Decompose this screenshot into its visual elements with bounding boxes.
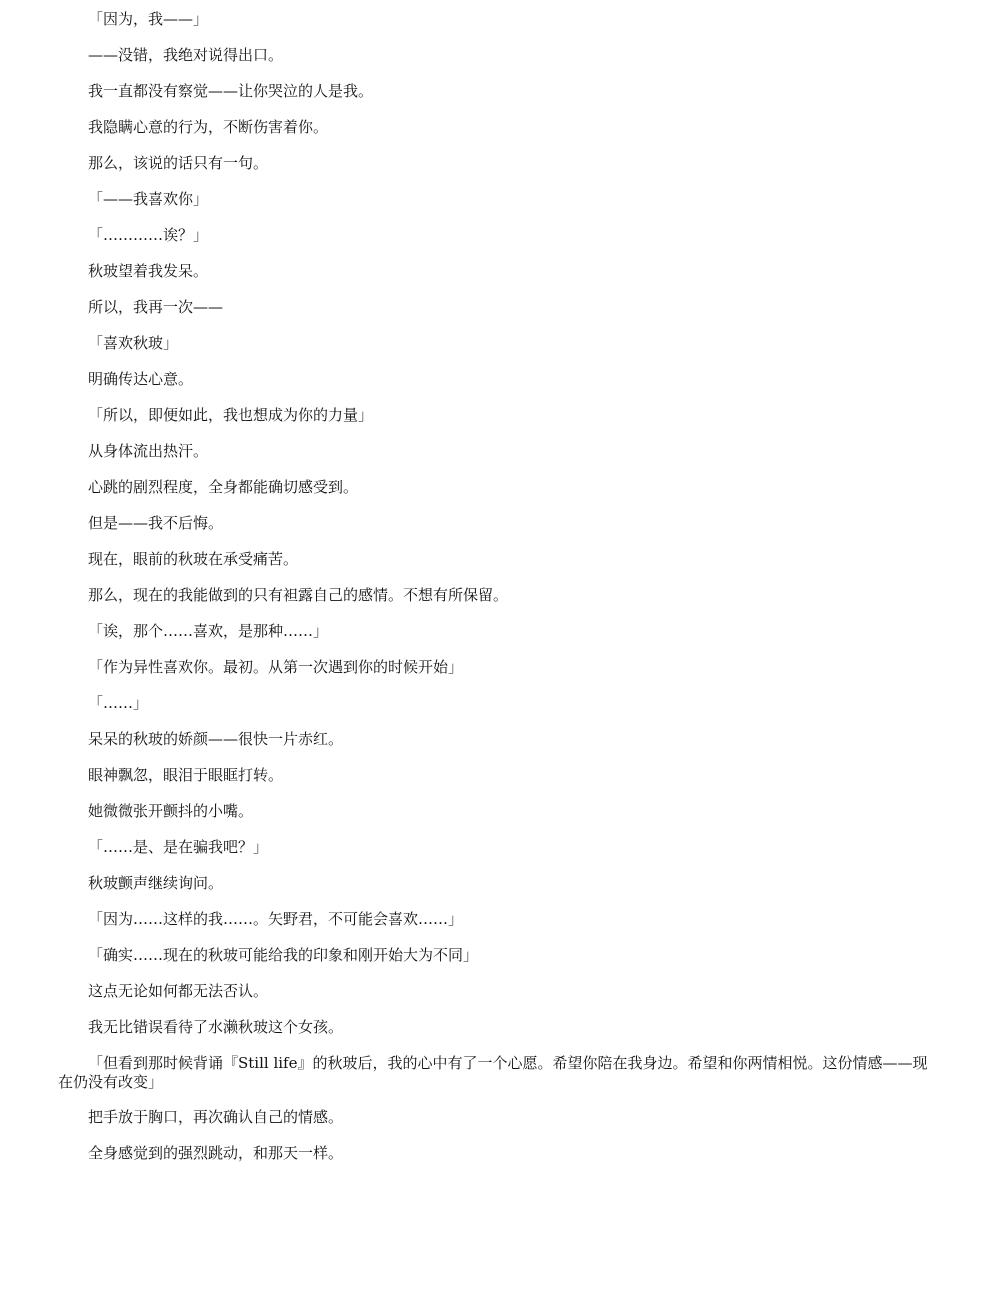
paragraph-2: ——没错，我绝对说得出口。 <box>88 46 284 64</box>
document-page <box>58 10 942 1180</box>
paragraph-21: 呆呆的秋玻的娇颜——很快一片赤红。 <box>88 730 344 748</box>
paragraph-27: 「确实……现在的秋玻可能给我的印象和刚开始大为不同」 <box>88 946 479 964</box>
paragraph-19: 「作为异性喜欢你。最初。从第一次遇到你的时候开始」 <box>88 658 464 676</box>
paragraph-12: 「所以，即便如此，我也想成为你的力量」 <box>88 406 374 424</box>
paragraph-15: 但是——我不后悔。 <box>88 514 224 532</box>
paragraph-28: 这点无论如何都无法否认。 <box>88 982 269 1000</box>
paragraph-17: 那么，现在的我能做到的只有袒露自己的感情。不想有所保留。 <box>88 586 509 604</box>
paragraph-20: 「……」 <box>88 694 149 712</box>
paragraph-30: 「但看到那时候背诵『Still life』的秋玻后，我的心中有了一个心愿。希望你陪在我身边。希望和你两情相悦。这份情感——现在仍没有改变」 <box>58 1054 928 1091</box>
paragraph-31: 把手放于胸口，再次确认自己的情感。 <box>88 1108 344 1126</box>
paragraph-18: 「诶，那个……喜欢，是那种……」 <box>88 622 329 640</box>
paragraph-4: 我隐瞒心意的行为，不断伤害着你。 <box>88 118 329 136</box>
paragraph-23: 她微微张开颤抖的小嘴。 <box>88 802 254 820</box>
paragraph-5: 那么，该说的话只有一句。 <box>88 154 269 172</box>
paragraph-6: 「——我喜欢你」 <box>88 190 209 208</box>
paragraph-32: 全身感觉到的强烈跳动，和那天一样。 <box>88 1144 344 1162</box>
paragraph-16: 现在，眼前的秋玻在承受痛苦。 <box>88 550 299 568</box>
paragraph-22: 眼神飘忽，眼泪于眼眶打转。 <box>88 766 284 784</box>
paragraph-26: 「因为……这样的我……。矢野君，不可能会喜欢……」 <box>88 910 464 928</box>
paragraph-11: 明确传达心意。 <box>88 370 194 388</box>
paragraph-25: 秋玻颤声继续询问。 <box>88 874 224 892</box>
paragraph-9: 所以，我再一次—— <box>88 298 224 316</box>
paragraph-24: 「……是、是在骗我吧？」 <box>88 838 269 856</box>
paragraph-29: 我无比错误看待了水濑秋玻这个女孩。 <box>88 1018 344 1036</box>
paragraph-3: 我一直都没有察觉——让你哭泣的人是我。 <box>88 82 374 100</box>
paragraph-10: 「喜欢秋玻」 <box>88 334 179 352</box>
paragraph-14: 心跳的剧烈程度，全身都能确切感受到。 <box>88 478 359 496</box>
paragraph-8: 秋玻望着我发呆。 <box>88 262 209 280</box>
paragraph-1: 「因为，我——」 <box>88 10 209 28</box>
paragraph-13: 从身体流出热汗。 <box>88 442 209 460</box>
paragraph-7: 「…………诶？」 <box>88 226 209 244</box>
